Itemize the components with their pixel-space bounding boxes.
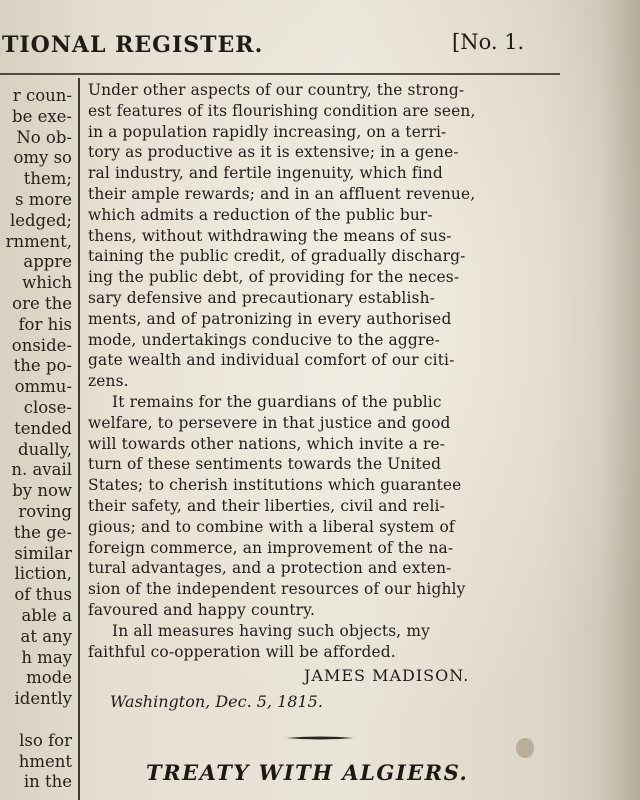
left-fragment-line: omy so [13,148,72,168]
left-fragment-line: for his [18,314,72,334]
left-fragment-line: which [22,273,72,293]
article-line: foreign commerce, an improvement of the na- [88,538,454,557]
left-column-fragment [0,86,72,793]
left-fragment-line: liction, [14,564,72,584]
article-line: will towards other nations, which invite a re- [88,434,446,453]
left-fragment-line: able a [21,605,72,625]
article-line: In all measures having such objects, my [112,621,430,640]
left-fragment-line: be exe- [12,106,72,126]
article-line: ing the public debt, of providing for the neces- [88,268,460,287]
masthead-title: TIONAL REGISTER. [2,32,264,58]
left-fragment-line: by now [12,481,72,501]
left-fragment-line: ommu- [14,377,72,397]
article-line: mode, undertakings conducive to the aggre- [88,330,440,349]
article-line: It remains for the guardians of the public [112,392,442,411]
column-rule [78,78,80,800]
left-fragment-line: at any [20,626,72,646]
left-fragment-line: ore the [12,293,72,313]
page-shadow [600,0,640,800]
article-line: ments, and of patronizing in every authorised [88,309,452,328]
left-fragment-line: roving [18,501,72,521]
article-line: favoured and happy country. [88,600,316,619]
left-fragment-line: idently [14,689,72,709]
issue-number: [No. 1. [452,30,525,54]
left-fragment-line: similar [14,543,72,563]
header-rule [0,73,560,75]
dateline: Washington, Dec. 5, 1815. [110,692,323,711]
article-line: in a population rapidly increasing, on a terri- [88,122,447,141]
left-fragment-line: mode [26,668,72,688]
article-line: tory as productive as it is extensive; in a gene- [88,143,459,162]
left-fragment-line: close- [23,397,72,417]
article-line: faithful co-opperation will be afforded. [88,642,396,661]
left-fragment-line: No ob- [16,127,72,147]
left-fragment-line: of thus [14,585,72,605]
article-line: tural advantages, and a protection and exten- [88,559,452,578]
article-line: est features of its flourishing condition are seen, [88,101,476,120]
left-fragment-line: lso for [19,730,72,750]
page-header [0,28,640,68]
article-line: gious; and to combine with a liberal system of [88,517,455,536]
left-fragment-line: onside- [11,335,72,355]
article-line: thens, without withdrawing the means of sus- [88,226,452,245]
left-fragment-line: s more [15,189,72,209]
article-line: their ample rewards; and in an affluent revenue, [88,184,476,203]
divider-ornament [286,735,354,741]
left-fragment-line: dually, [18,439,72,459]
article-line: welfare, to persevere in that justice and good [88,413,451,432]
signature: JAMES MADISON. [304,666,470,685]
article-line: taining the public credit, of gradually discharg- [88,247,466,266]
article-line: sary defensive and precautionary establish- [88,288,435,307]
article-line: States; to cherish institutions which guarantee [88,476,462,495]
article-body [88,80,558,662]
left-fragment-line: n. avail [11,460,72,480]
left-fragment-line: them; [23,169,72,189]
left-fragment-line: appre [23,252,72,272]
left-fragment-line: in the [23,772,72,792]
article-line: their safety, and their liberties, civil and reli- [88,496,445,515]
next-article-headline: TREATY WITH ALGIERS. [146,760,469,785]
article-line: ral industry, and fertile ingenuity, which find [88,164,443,183]
left-fragment-line: r coun- [12,86,72,105]
paper-stain [516,738,534,758]
left-fragment-line: tended [14,418,72,438]
article-line: sion of the independent resources of our highly [88,580,466,599]
left-fragment-line: h may [21,647,72,667]
left-fragment-line: rnment, [5,231,72,251]
article-line: which admits a reduction of the public bur- [88,205,433,224]
article-line: turn of these sentiments towards the United [88,455,442,474]
left-fragment-line: ledged; [9,210,72,230]
article-line: Under other aspects of our country, the strong- [88,81,465,99]
left-fragment-line [0,710,72,731]
left-fragment-line: hment [18,751,72,771]
left-fragment-line: the ge- [13,522,72,542]
article-line: gate wealth and individual comfort of our citi- [88,351,455,370]
article-line: zens. [88,372,129,391]
left-fragment-line: the po- [13,356,72,376]
